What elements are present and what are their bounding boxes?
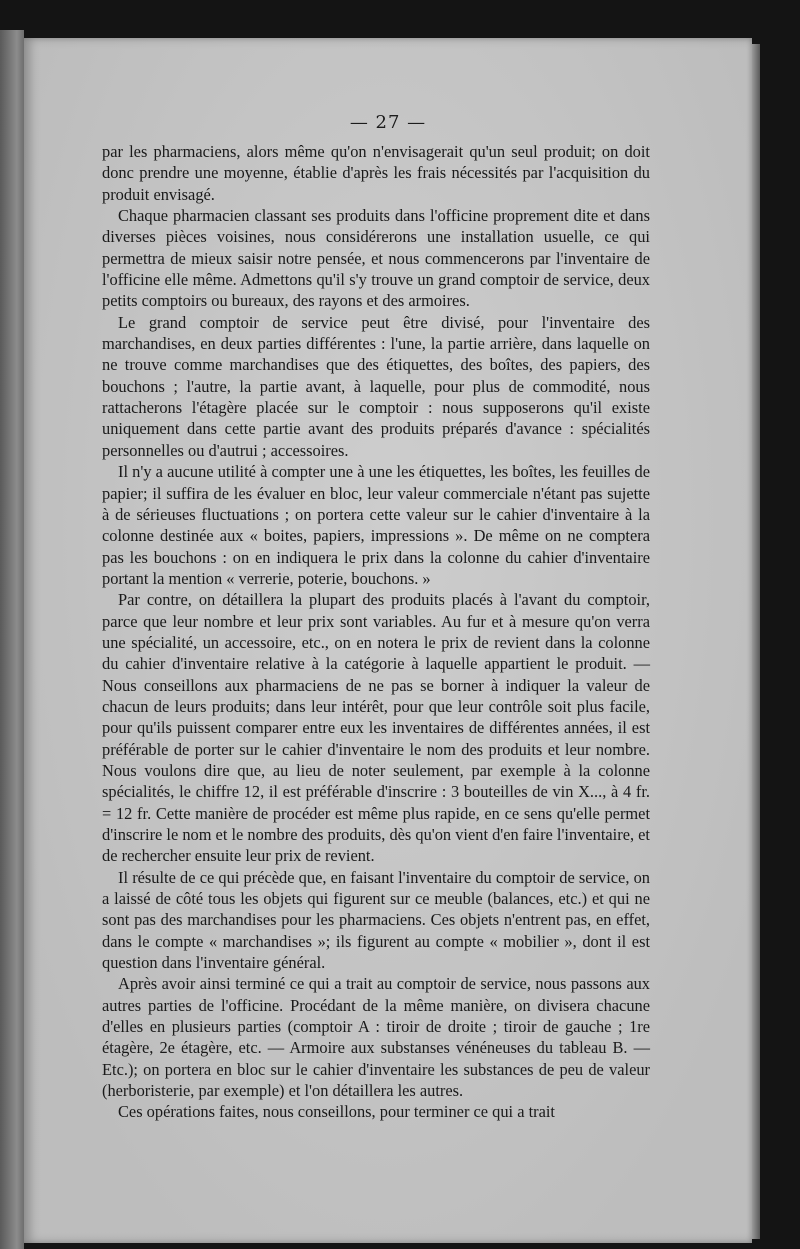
paragraph: Il résulte de ce qui précède que, en faisant l'inventaire du comptoir de service, on a laissé de côté tous les objets qui figurent sur ce meuble (balances, etc.) et qui ne sont pas des marchandises pour les pharmaciens. Ces objets n'entrent pas, en effet, dans le compte « marchandises »; ils figurent au compte « mobilier », dont il est question dans l'inventaire général.: [102, 867, 650, 973]
paragraph: Chaque pharmacien classant ses produits dans l'officine proprement dite et dans diverses pièces voisines, nous considérerons une installation usuelle, ce qui permettra de mieux saisir notre pensée, et nous commencerons par l'inventaire de l'officine elle même. Admettons qu'il s'y trouve un grand comptoir de service, deux petits comptoirs ou bureaux, des rayons et des armoires.: [102, 206, 650, 311]
page-number: — 27 —: [349, 112, 427, 133]
book-page: [24, 38, 752, 1243]
paragraph: Par contre, on détaillera la plupart des produits placés à l'avant du comptoir, parce que leur nombre et leur prix sont variables. Au fur et à mesure qu'on verra une spécialité, un accessoire, etc., on en notera le prix de revient dans la colonne du cahier d'inventaire relative à la catégorie à laquelle appartient le produit. — Nous conseillons aux pharmaciens de ne pas se borner à indiquer la valeur de chacun de leurs produits; dans leur intérêt, pour que leur contrôle soit plus facile, pour qu'ils puissent comparer entre eux les inventaires de différentes années, il est préférable de porter sur le cahier d'inventaire le nom des produits et leur nombre. Nous voulons dire que, au lieu de noter seulement, par exemple à la colonne spécialités, le chiffre 12, il est préférable d'inscrire : 3 bouteilles de vin X..., à 4 fr. = 12 fr. Cette manière de procéder est même plus rapide, en ce sens qu'elle permet d'inscrire le nom et le nombre des produits, dès qu'on vient d'en faire l'inventaire, et de rechercher ensuite leur prix de revient.: [102, 590, 650, 866]
page-body: [102, 141, 650, 1123]
page-fore-edge: [752, 44, 760, 1239]
paragraph: par les pharmaciens, alors même qu'on n'envisagerait qu'un seul produit; on doit donc prendre une moyenne, établie d'après les frais nécessités par l'acquisition du produit envisagé.: [102, 142, 650, 204]
previous-page-edge: [0, 30, 24, 1249]
paragraph: Ces opérations faites, nous conseillons, pour terminer ce qui a trait: [118, 1102, 555, 1122]
paragraph: Il n'y a aucune utilité à compter une à une les étiquettes, les boîtes, les feuilles de papier; il suffira de les évaluer en bloc, leur valeur commerciale n'étant pas sujette à de sérieuses fluctuations ; on portera cette valeur sur le cahier d'inventaire à la colonne destinée aux « boites, papiers, impressions ». De même on ne comptera pas les bouchons : on en indiquera le prix dans la colonne du cahier d'inventaire portant la mention « verrerie, poterie, bouchons. »: [102, 462, 650, 588]
paragraph: Le grand comptoir de service peut être divisé, pour l'inventaire des marchandises, en deux parties différentes : l'une, la partie arrière, dans laquelle on ne trouve comme marchandises que des étiquettes, des boîtes, des papiers, des bouchons ; l'autre, la partie avant, à laquelle, pour plus de commodité, nous rattacherons l'étagère placée sur le comptoir : nous supposerons qu'il existe uniquement dans cette partie avant des produits préparés d'avance : spécialités personnelles ou d'autrui ; accessoires.: [102, 312, 650, 460]
paragraph: Après avoir ainsi terminé ce qui a trait au comptoir de service, nous passons aux autres parties de l'officine. Procédant de la même manière, on divisera chacune d'elles en plusieurs parties (comptoir A : tiroir de droite ; tiroir de gauche ; 1re étagère, 2e étagère, etc. — Armoire aux substanses vénéneuses du tableau B. — Etc.); on portera en bloc sur le cahier d'inventaire les substances de peu de valeur (herboristerie, par exemple) et l'on détaillera les autres.: [102, 974, 650, 1101]
